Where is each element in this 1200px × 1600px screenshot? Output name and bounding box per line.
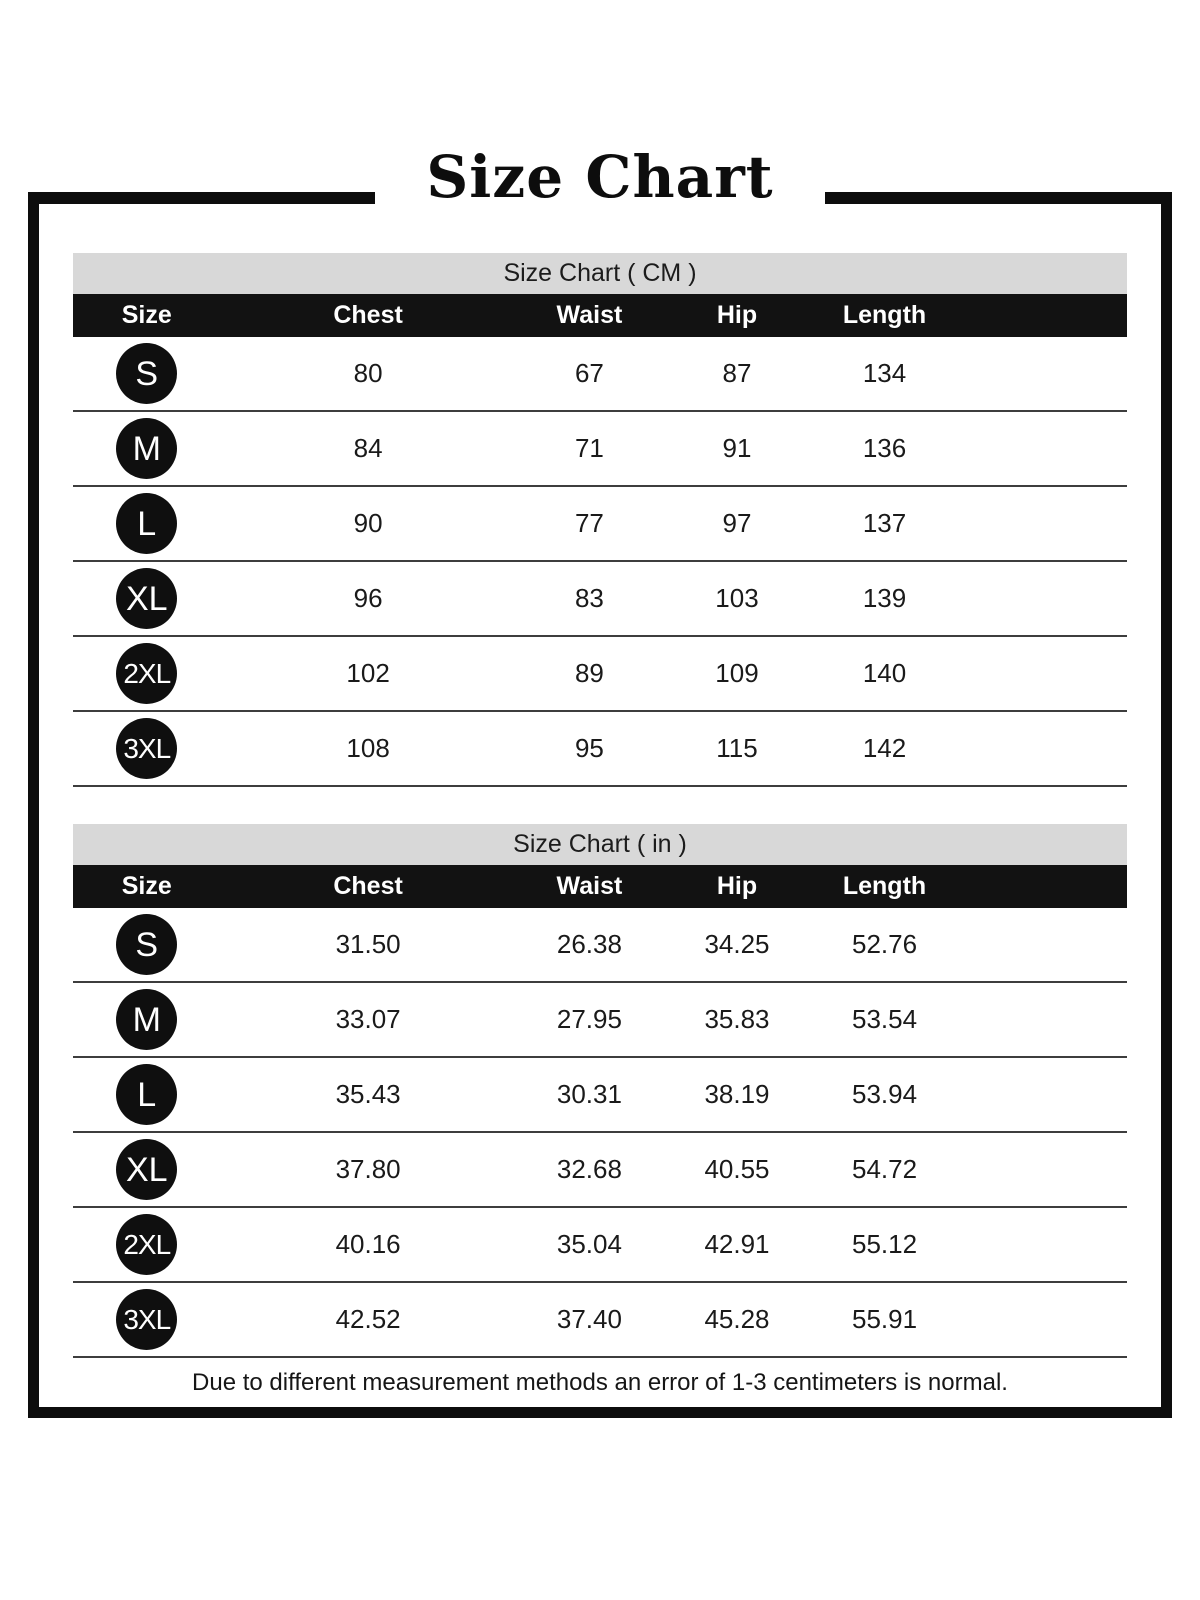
chest-value: 80 bbox=[353, 358, 383, 388]
size-badge-label: L bbox=[137, 504, 157, 543]
size-table-in bbox=[73, 824, 1127, 1408]
length-value: 53.94 bbox=[851, 1079, 918, 1109]
size-badge bbox=[116, 1064, 177, 1125]
chest-value: 40.16 bbox=[335, 1229, 401, 1259]
waist-value: 37.40 bbox=[556, 1304, 622, 1334]
waist-value: 30.31 bbox=[556, 1079, 622, 1109]
table-row bbox=[73, 487, 1127, 562]
hip-value: 109 bbox=[715, 658, 759, 688]
size-badge-label: 2XL bbox=[123, 657, 171, 689]
table-row bbox=[73, 1133, 1127, 1208]
length-value: 53.54 bbox=[851, 1004, 918, 1034]
hip-value: 97 bbox=[722, 508, 752, 538]
hip-value: 87 bbox=[722, 358, 752, 388]
table-caption-in: Size Chart ( in ) bbox=[73, 824, 1127, 865]
chest-value: 31.50 bbox=[335, 929, 401, 959]
size-table-cm bbox=[73, 253, 1127, 787]
chest-value: 102 bbox=[346, 658, 390, 688]
length-value: 140 bbox=[862, 658, 907, 688]
waist-value: 67 bbox=[574, 358, 604, 388]
chest-value: 96 bbox=[353, 583, 383, 613]
size-badge-label: XL bbox=[125, 579, 168, 618]
column-header-size: Size bbox=[121, 872, 172, 900]
column-header-hip: Hip bbox=[716, 301, 758, 329]
table-row bbox=[73, 1058, 1127, 1133]
table-row bbox=[73, 637, 1127, 712]
size-badge bbox=[116, 718, 177, 779]
hip-value: 35.83 bbox=[704, 1004, 770, 1034]
hip-value: 45.28 bbox=[704, 1304, 770, 1334]
length-value: 136 bbox=[862, 433, 907, 463]
chest-value: 84 bbox=[353, 433, 383, 463]
page-title: Size Chart bbox=[426, 143, 774, 211]
hip-value: 40.55 bbox=[704, 1154, 770, 1184]
length-value: 55.91 bbox=[851, 1304, 918, 1334]
size-badge bbox=[116, 1214, 177, 1275]
waist-value: 95 bbox=[574, 733, 604, 763]
column-header-waist: Waist bbox=[556, 301, 623, 329]
size-badge-label: S bbox=[135, 925, 159, 964]
size-badge-label: M bbox=[132, 429, 161, 468]
size-badge bbox=[116, 343, 177, 404]
waist-value: 89 bbox=[574, 658, 604, 688]
size-badge-label: 3XL bbox=[123, 732, 171, 764]
size-badge-label: S bbox=[135, 354, 159, 393]
length-value: 52.76 bbox=[851, 929, 918, 959]
size-badge-label: 3XL bbox=[123, 1303, 171, 1335]
chest-value: 42.52 bbox=[335, 1304, 401, 1334]
column-header-size: Size bbox=[121, 301, 172, 329]
size-badge bbox=[116, 989, 177, 1050]
size-badge bbox=[116, 1139, 177, 1200]
size-badge-label: XL bbox=[125, 1150, 168, 1189]
size-badge bbox=[116, 568, 177, 629]
column-header-waist: Waist bbox=[556, 872, 623, 900]
column-header-chest: Chest bbox=[333, 872, 403, 900]
table-row bbox=[73, 983, 1127, 1058]
hip-value: 115 bbox=[716, 733, 758, 763]
waist-value: 71 bbox=[574, 433, 604, 463]
waist-value: 32.68 bbox=[556, 1154, 622, 1184]
waist-value: 35.04 bbox=[556, 1229, 622, 1259]
size-badge bbox=[116, 493, 177, 554]
length-value: 142 bbox=[862, 733, 907, 763]
waist-value: 83 bbox=[574, 583, 604, 613]
chest-value: 33.07 bbox=[335, 1004, 401, 1034]
length-value: 137 bbox=[862, 508, 907, 538]
hip-value: 91 bbox=[722, 433, 752, 463]
hip-value: 38.19 bbox=[704, 1079, 770, 1109]
table-header-row bbox=[73, 865, 1127, 908]
size-badge-label: L bbox=[137, 1075, 157, 1114]
length-value: 55.12 bbox=[851, 1229, 918, 1259]
table-row bbox=[73, 562, 1127, 637]
size-badge-label: 2XL bbox=[123, 1228, 171, 1260]
size-badge bbox=[116, 643, 177, 704]
size-badge bbox=[116, 914, 177, 975]
table-row bbox=[73, 337, 1127, 412]
length-value: 54.72 bbox=[851, 1154, 918, 1184]
chest-value: 108 bbox=[346, 733, 390, 763]
length-value: 139 bbox=[862, 583, 907, 613]
table-row bbox=[73, 1283, 1127, 1358]
table-row bbox=[73, 1208, 1127, 1283]
chest-value: 37.80 bbox=[335, 1154, 401, 1184]
hip-value: 34.25 bbox=[704, 929, 770, 959]
waist-value: 26.38 bbox=[556, 929, 622, 959]
size-badge bbox=[116, 418, 177, 479]
column-header-chest: Chest bbox=[333, 301, 403, 329]
column-header-hip: Hip bbox=[716, 872, 758, 900]
measurement-disclaimer: Due to different measurement methods an error of 1-3 centimeters is normal. bbox=[192, 1369, 1008, 1396]
hip-value: 103 bbox=[715, 583, 759, 613]
column-header-length: Length bbox=[842, 872, 927, 900]
table-caption-cm: Size Chart ( CM ) bbox=[73, 253, 1127, 294]
column-header-length: Length bbox=[842, 301, 927, 329]
length-value: 134 bbox=[862, 358, 907, 388]
table-header-row bbox=[73, 294, 1127, 337]
table-row bbox=[73, 908, 1127, 983]
chest-value: 35.43 bbox=[335, 1079, 401, 1109]
table-row bbox=[73, 412, 1127, 487]
hip-value: 42.91 bbox=[704, 1229, 770, 1259]
chest-value: 90 bbox=[353, 508, 383, 538]
size-badge bbox=[116, 1289, 177, 1350]
size-badge-label: M bbox=[132, 1000, 161, 1039]
waist-value: 77 bbox=[574, 508, 604, 538]
waist-value: 27.95 bbox=[556, 1004, 622, 1034]
table-row bbox=[73, 712, 1127, 787]
